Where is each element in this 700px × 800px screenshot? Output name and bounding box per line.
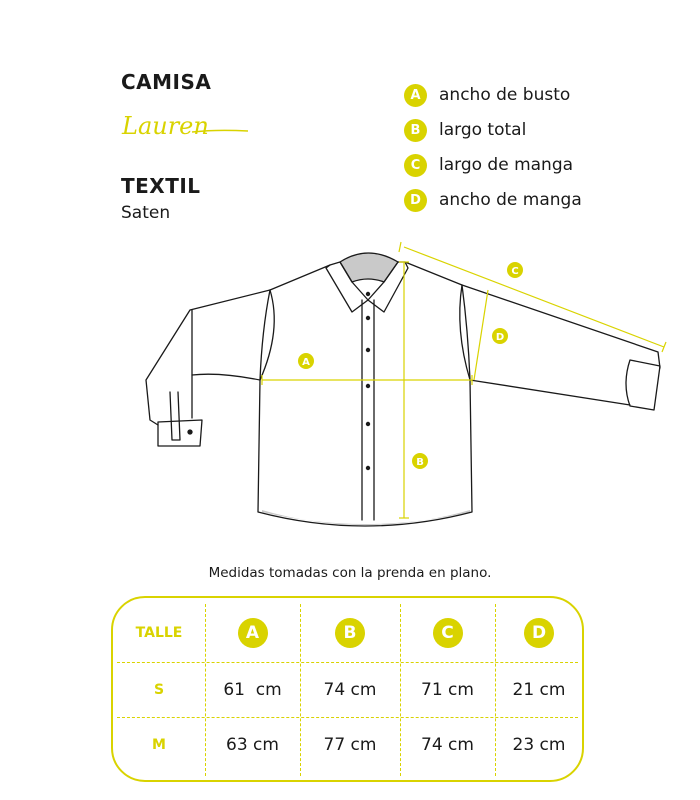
right-cuff <box>626 360 660 410</box>
right-sleeve-outer <box>462 285 660 368</box>
cell-m-c: 74 cm <box>421 735 474 755</box>
cell-s-d: 21 cm <box>512 680 566 700</box>
diagram-badge-c-text: C <box>511 266 519 277</box>
cell-s-a: 61 cm <box>223 680 282 700</box>
table-header-a <box>205 606 300 660</box>
measure-d-line <box>474 290 488 380</box>
right-sleeve-inner <box>470 380 630 405</box>
header-badge-d: D <box>524 618 554 648</box>
left-sleeve-outer <box>146 290 270 425</box>
left-placket <box>170 392 180 440</box>
legend-label-b: largo total <box>439 120 527 140</box>
cell-s-c: 71 cm <box>421 680 474 700</box>
size-label-s: S <box>153 682 165 698</box>
left-sleeve-inner <box>192 374 260 418</box>
header-badge-c: C <box>433 618 463 648</box>
garment-type: CAMISA <box>121 70 212 94</box>
size-header-label: TALLE <box>135 625 183 641</box>
header-badge-a: A <box>238 618 268 648</box>
diagram-badge-a-text: A <box>302 357 310 368</box>
legend-label-d: ancho de manga <box>439 190 582 210</box>
cell-m-a: 63 cm <box>226 735 279 755</box>
badge-d: D <box>404 189 427 212</box>
table-header-d <box>495 606 583 660</box>
legend-label-c: largo de manga <box>439 155 574 175</box>
table-header-c <box>400 606 495 660</box>
cell-s-b: 74 cm <box>323 680 377 700</box>
badge-b: B <box>404 119 427 142</box>
fabric-label: TEXTIL <box>121 174 201 198</box>
fabric-value: Saten <box>121 203 171 223</box>
badge-a: A <box>404 84 427 107</box>
diagram-badge-b-text: B <box>416 457 424 468</box>
measure-c-line <box>404 247 664 347</box>
cell-m-b: 77 cm <box>323 735 377 755</box>
diagram-badge-d-text: D <box>495 332 505 343</box>
header-badge-b: B <box>335 618 365 648</box>
size-label-m: M <box>152 737 166 753</box>
table-row-m <box>113 718 205 772</box>
model-name: Lauren <box>122 112 209 140</box>
table-header-b <box>300 606 400 660</box>
badge-c: C <box>404 154 427 177</box>
table-row-s <box>113 663 205 717</box>
buttons <box>366 292 370 470</box>
hem-shadow <box>262 510 470 525</box>
diagram-badges <box>298 262 523 469</box>
table-header-size <box>113 606 205 660</box>
cell-m-d: 23 cm <box>512 735 566 755</box>
legend-label-a: ancho de busto <box>439 85 571 105</box>
measurement-note: Medidas tomadas con la prenda en plano. <box>208 565 492 581</box>
